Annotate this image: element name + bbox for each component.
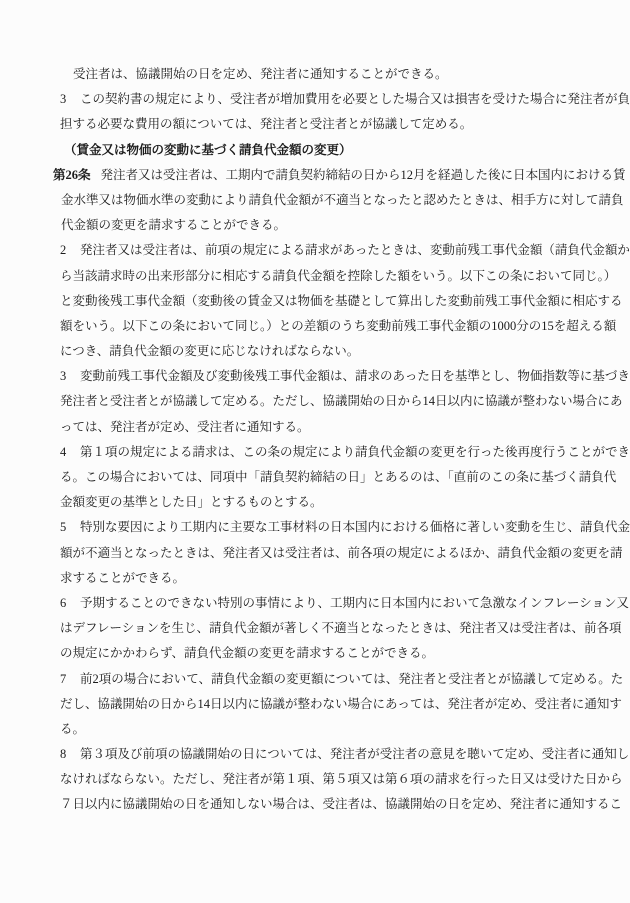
text-line: と変動後残工事代金額（変動後の賃金又は物価を基礎として算出した変動前残工事代金額に相応する xyxy=(60,293,623,308)
article-26-item-5 xyxy=(60,515,630,591)
article-number: 第26条 xyxy=(53,167,91,182)
text-line xyxy=(60,238,630,263)
text-line xyxy=(60,440,630,465)
line-text: 発注者又は受注者は、工期内で請負契約締結の日から12月を経過した後に日本国内における賃 xyxy=(100,167,626,182)
text-line: はデフレーションを生じ、請負代金額が著しく不適当となったときは、発注者又は受注者は、前各項 xyxy=(60,621,622,636)
text-line: 担する必要な費用の額については、発注者と受注者とが協議して定める。 xyxy=(60,117,473,132)
line-text: 予期することのできない特別の事情により、工期内に日本国内において急激なインフレーション又 xyxy=(80,595,630,610)
text-line: ら当該請求時の出来形部分に相応する請負代金額を控除した額をいう。以下この条において同じ。） xyxy=(60,268,617,283)
article-26-paragraph-1 xyxy=(53,163,630,239)
item-number: 3 xyxy=(60,92,67,107)
text-line: 額が不適当となったときは、発注者又は受注者は、前各項の規定によるほか、請負代金額の変更を請 xyxy=(60,545,623,560)
text-line: だし、協議開始の日から14日以内に協議が整わない場合にあっては、発注者が定め、受注者に通知す xyxy=(60,696,622,711)
item-number: 4 xyxy=(60,444,67,459)
line-text: 特別な要因により工期内に主要な工事材料の日本国内における価格に著しい変動を生じ、請負代金 xyxy=(80,520,630,535)
text-line: る。この場合においては、同項中「請負契約締結の日」とあるのは、「直前のこの条に基づく請負代 xyxy=(60,470,617,484)
text-line xyxy=(60,667,630,692)
text-line: っては、発注者が定め、受注者に通知する。 xyxy=(60,419,310,434)
text-line: 求することができる。 xyxy=(60,570,186,585)
item-number: 7 xyxy=(60,671,67,686)
line-text: 第１項の規定による請求は、この条の規定により請負代金額の変更を行った後再度行うことができ xyxy=(80,444,630,459)
text-line: 金額変更の基準とした日」とするものとする。 xyxy=(60,495,323,510)
text-line xyxy=(53,163,630,188)
line-text: 前2項の場合において、請負代金額の変更額については、発注者と受注者とが協議して定める。た xyxy=(80,671,624,686)
text-line xyxy=(60,591,630,616)
section-heading xyxy=(64,138,630,163)
item-number: 8 xyxy=(60,747,67,762)
line-text: この契約書の規定により、受注者が増加費用を必要とした場合又は損害を受けた場合に発注者が負 xyxy=(80,92,630,107)
line-text: 第３項及び前項の協議開始の日については、発注者が受注者の意見を聴いて定め、受注者に通知し xyxy=(80,747,630,762)
text-line: 金水準又は物価水準の変動により請負代金額が不適当となったと認めたときは、相手方に対して請負 xyxy=(61,192,624,207)
text-line xyxy=(60,87,630,112)
article-26-item-7 xyxy=(60,667,630,743)
line-text: 発注者又は受注者は、前項の規定による請求があったときは、変動前残工事代金額（請負代金額か xyxy=(80,243,630,258)
text-line: 額をいう。以下この条において同じ。）との差額のうち変動前残工事代金額の1000分の15を超える額 xyxy=(60,318,617,333)
item-number: 6 xyxy=(60,595,67,610)
clause-continuation-text xyxy=(73,62,630,87)
text-line: 代金額の変更を請求することができる。 xyxy=(61,218,287,233)
article-26-item-8 xyxy=(60,742,630,818)
article-26-item-2 xyxy=(60,238,630,364)
item-number: 2 xyxy=(60,243,67,258)
line-text: 変動前残工事代金額及び変動後残工事代金額は、請求のあった日を基準とし、物価指数等に基づき xyxy=(80,369,630,384)
text-line: （賃金又は物価の変動に基づく請負代金額の変更） xyxy=(64,142,352,157)
text-line: につき、請負代金額の変更に応じなければならない。 xyxy=(60,344,360,359)
article-26-item-4 xyxy=(60,440,630,516)
article-26-item-6 xyxy=(60,591,630,667)
text-line: る。 xyxy=(60,721,86,736)
article-26-item-3 xyxy=(60,364,630,440)
text-line: なければならない。ただし、発注者が第１項、第５項又は第６項の請求を行った日又は受けた日から xyxy=(60,772,623,787)
text-line: の規定にかかわらず、請負代金額の変更を請求することができる。 xyxy=(60,646,435,661)
text-line xyxy=(60,742,630,767)
text-line: 受注者は、協議開始の日を定め、発注者に通知することができる。 xyxy=(73,67,448,81)
text-line xyxy=(60,364,630,389)
item-number: 5 xyxy=(60,520,67,535)
document-body xyxy=(0,62,630,818)
text-line xyxy=(60,515,630,540)
item-number: 3 xyxy=(60,369,67,384)
text-line: 発注者と受注者とが協議して定める。ただし、協議開始の日から14日以内に協議が整わない場合にあ xyxy=(60,394,623,409)
text-line: ７日以内に協議開始の日を通知しない場合は、受注者は、協議開始の日を定め、発注者に通知するこ xyxy=(60,797,623,812)
clause-item-3 xyxy=(60,87,630,137)
